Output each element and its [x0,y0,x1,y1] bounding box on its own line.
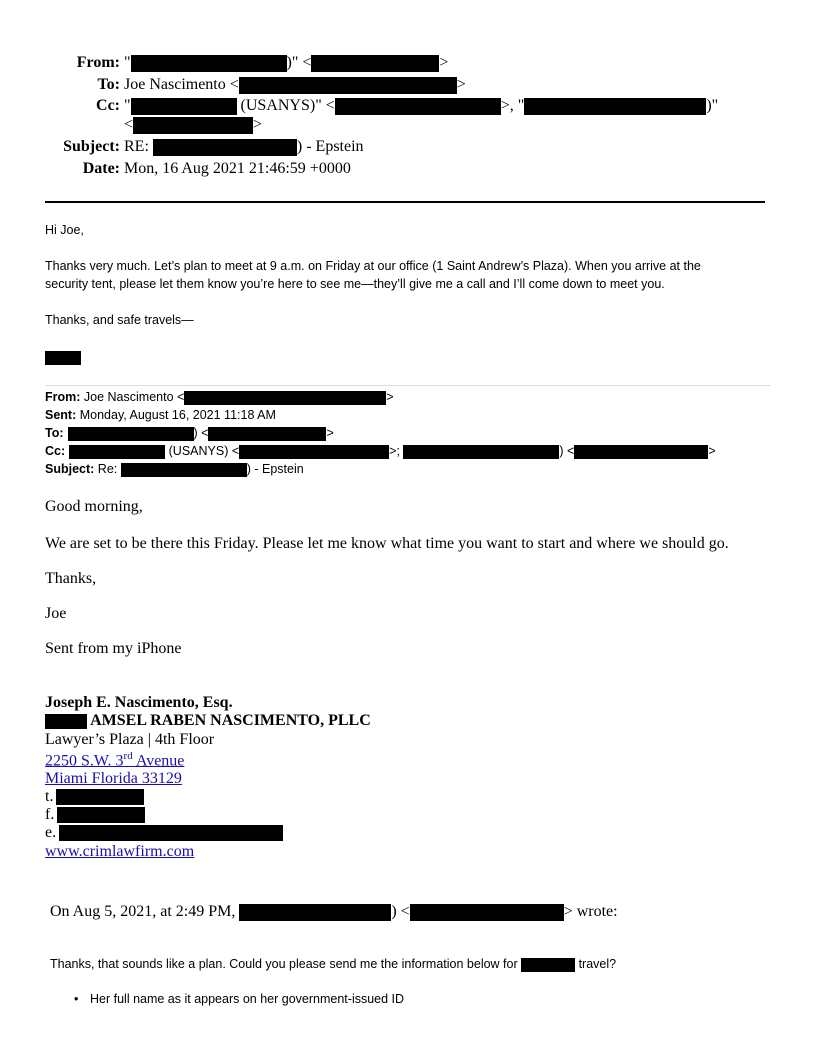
quoted-thanks: Thanks, [45,570,97,587]
header-divider [45,201,765,203]
redaction [69,445,165,459]
redaction [184,391,386,405]
reply-paragraph-line2: security tent, please let them know you’re here to see me—they’ll give me a call and I’ll come down to meet you. [45,277,665,291]
redaction [131,55,287,72]
city-link[interactable]: Miami Florida 33129 [45,770,182,787]
date-label: Date: [82,160,120,177]
subject-label: Subject: [63,138,120,155]
redaction [239,904,391,921]
quoted-name: Joe [45,605,67,622]
redaction [239,77,457,94]
reply-signature-redaction [45,350,81,365]
quote-divider [45,385,771,386]
reply-greeting: Hi Joe, [45,223,84,237]
reply-closing: Thanks, and safe travels— [45,313,194,327]
from-value: " )" < > [124,54,449,71]
redaction [239,445,389,459]
cc-value-line2: < > [124,116,263,133]
quoted-intro-line: On Aug 5, 2021, at 2:49 PM, ) < > wrote: [50,903,618,920]
redaction [521,958,575,972]
quoted-text: We are set to be there this Friday. Please let me know what time you want to start and where we should go. [45,535,729,552]
redaction [56,789,144,805]
redaction [403,445,559,459]
quoted-from: From: Joe Nascimento < > [45,390,394,404]
email-line: e. [45,824,283,842]
redaction [153,139,297,156]
bullet-icon: • [74,992,79,1006]
redaction [574,445,708,459]
to-label: To: [97,76,120,93]
phone-line: t. [45,788,144,806]
quoted-sent-from: Sent from my iPhone [45,640,182,657]
redaction [45,714,87,729]
redaction [131,98,237,115]
redaction [68,427,194,441]
quoted-cc: Cc: (USANYS) < >; ) < > [45,444,716,458]
redaction [524,98,706,115]
redaction [208,427,326,441]
quoted-greeting: Good morning, [45,498,143,515]
redaction [121,463,247,477]
address-link[interactable]: 2250 S.W. 3rd Avenue [45,750,185,770]
redaction [45,351,81,365]
signature-name: Joseph E. Nascimento, Esq. [45,694,233,711]
signature-firm: AMSEL RABEN NASCIMENTO, PLLC [45,712,371,730]
redaction [57,807,145,823]
cc-label: Cc: [96,97,120,114]
fax-line: f. [45,806,145,824]
from-label: From: [76,54,120,71]
quoted2-text: Thanks, that sounds like a plan. Could you please send me the information below for travel? [50,957,617,971]
subject-value: RE: ) - Epstein [124,138,364,155]
redaction [335,98,501,115]
to-value: Joe Nascimento < > [124,76,466,93]
quoted2-bullet: • Her full name as it appears on her government-issued ID [74,992,405,1006]
date-value: Mon, 16 Aug 2021 21:46:59 +0000 [124,160,351,177]
quoted-subject: Subject: Re: ) - Epstein [45,462,304,476]
quoted-sent: Sent: Monday, August 16, 2021 11:18 AM [45,408,276,422]
reply-paragraph-line1: Thanks very much. Let’s plan to meet at 9 a.m. on Friday at our office (1 Saint Andrew’s Plaza). When you arrive at the [45,259,701,273]
redaction [410,904,564,921]
redaction [133,117,253,134]
redaction [311,55,439,72]
signature-suite: Lawyer’s Plaza | 4th Floor [45,731,215,748]
quoted-to: To: ) < > [45,426,334,440]
cc-value: " (USANYS)" < >, " )" [124,97,719,114]
website-link[interactable]: www.crimlawfirm.com [45,843,195,860]
redaction [59,825,283,841]
